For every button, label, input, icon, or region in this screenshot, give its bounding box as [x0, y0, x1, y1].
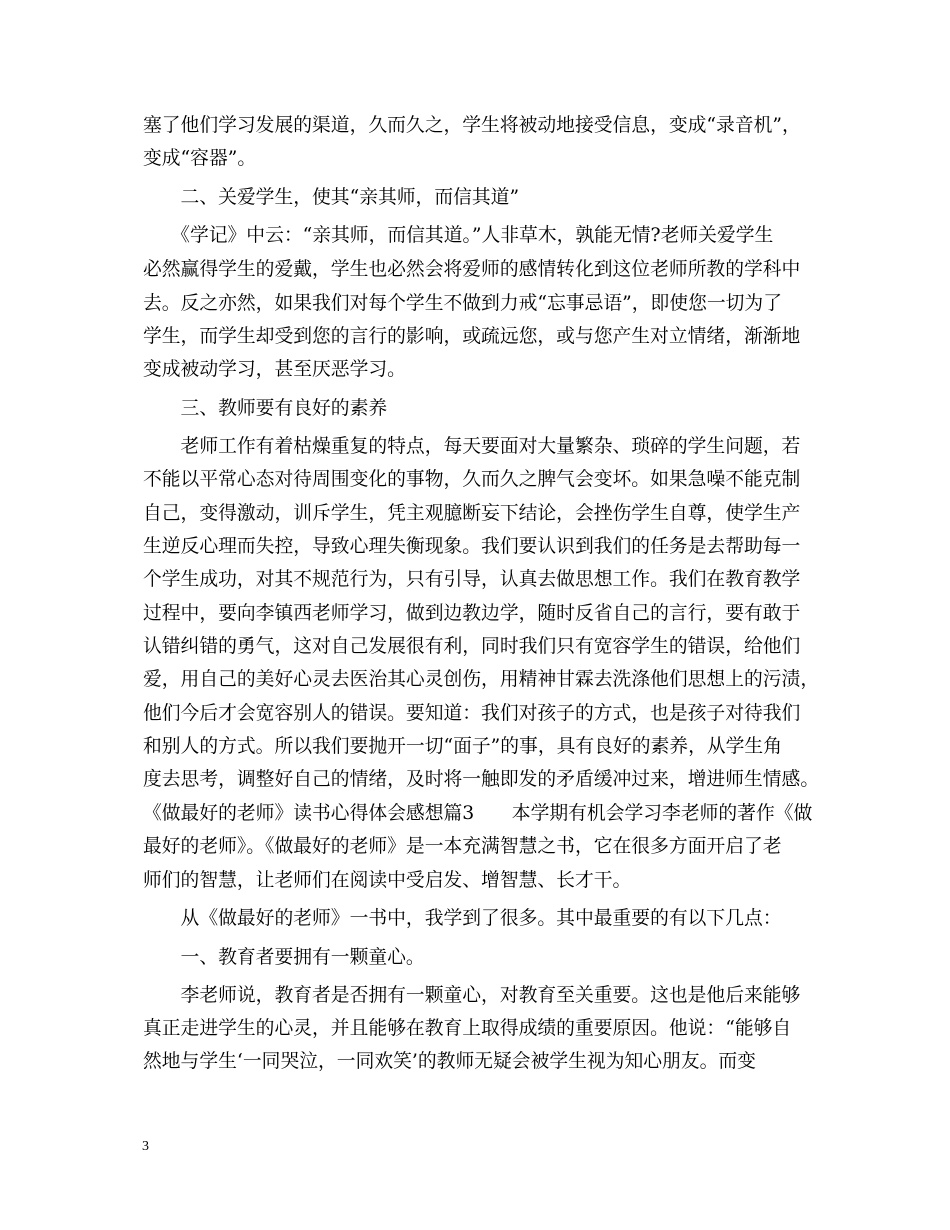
text-line: 爱，用自己的美好心灵去医治其心灵创伤，用精神甘霖去洗涤他们思想上的污渍， — [143, 669, 820, 690]
page-number: 3 — [142, 1139, 149, 1154]
text-line: 学生，而学生却受到您的言行的影响，或疏远您，或与您产生对立情绪，渐渐地 — [143, 326, 801, 347]
text-line: 和别人的方式。所以我们要抛开一切“面子”的事，具有良好的素养，从学生角 — [143, 736, 782, 757]
section-heading: 二、关爱学生，使其“亲其师，而信其道” — [143, 187, 520, 208]
text-line: 生逆反心理而失控，导致心理失衡现象。我们要认识到我们的任务是去帮助每一 — [143, 536, 801, 557]
text-line: 认错纠错的勇气，这对自己发展很有利，同时我们只有宽容学生的错误，给他们 — [143, 636, 801, 657]
text-line: 他们今后才会宽容别人的错误。要知道：我们对孩子的方式，也是孩子对待我们 — [143, 703, 801, 724]
text-line: 度去思考，调整好自己的情绪，及时将一触即发的矛盾缓冲过来，增进师生情感。 — [143, 769, 820, 790]
text-line: 变成被动学习，甚至厌恶学习。 — [143, 359, 406, 380]
text-line: 真正走进学生的心灵，并且能够在教育上取得成绩的重要原因。他说：“能够自 — [143, 1018, 792, 1039]
text-line: 个学生成功，对其不规范行为，只有引导，认真去做思想工作。我们在教育教学 — [143, 569, 801, 590]
text-line: 去。反之亦然，如果我们对每个学生不做到力戒“忘事忌语”，即使您一切为了 — [143, 293, 782, 314]
text-line: 师们的智慧，让老师们在阅读中受启发、增智慧、长才干。 — [143, 870, 632, 891]
text-line: 从《做最好的老师》一书中，我学到了很多。其中最重要的有以下几点： — [143, 908, 782, 929]
text-line: 李老师说，教育者是否拥有一颗童心，对教育至关重要。这也是他后来能够 — [143, 985, 801, 1006]
text-line: 自己，变得激动，训斥学生，凭主观臆断妄下结论，会挫伤学生自尊，使学生产 — [143, 503, 801, 524]
text-line: 不能以平常心态对待周围变化的事物，久而久之脾气会变坏。如果急噪不能克制 — [143, 469, 801, 490]
text-line: 然地与学生‘一同哭泣，一同欢笑’的教师无疑会被学生视为知心朋友。而变 — [143, 1051, 756, 1072]
section-heading: 一、教育者要拥有一颗童心。 — [143, 947, 425, 968]
text-line: 《学记》中云：“亲其师，而信其道。”人非草木，孰能无情?老师关爱学生 — [143, 225, 774, 246]
text-line: 《做最好的老师》读书心得体会感想篇3 本学期有机会学习李老师的著作《做 — [143, 803, 813, 824]
text-line: 变成“容器”。 — [143, 148, 257, 169]
text-line: 最好的老师》。《做最好的老师》是一本充满智慧之书，它在很多方面开启了老 — [143, 836, 782, 857]
text-line: 塞了他们学习发展的渠道，久而久之，学生将被动地接受信息，变成“录音机”， — [143, 115, 801, 136]
text-line: 过程中，要向李镇西老师学习，做到边教边学，随时反省自己的言行，要有敢于 — [143, 603, 801, 624]
text-line: 必然赢得学生的爱戴，学生也必然会将爱师的感情转化到这位老师所教的学科中 — [143, 259, 801, 280]
text-line: 老师工作有着枯燥重复的特点，每天要面对大量繁杂、琐碎的学生问题，若 — [143, 436, 801, 457]
section-heading: 三、教师要有良好的素养 — [143, 398, 388, 419]
